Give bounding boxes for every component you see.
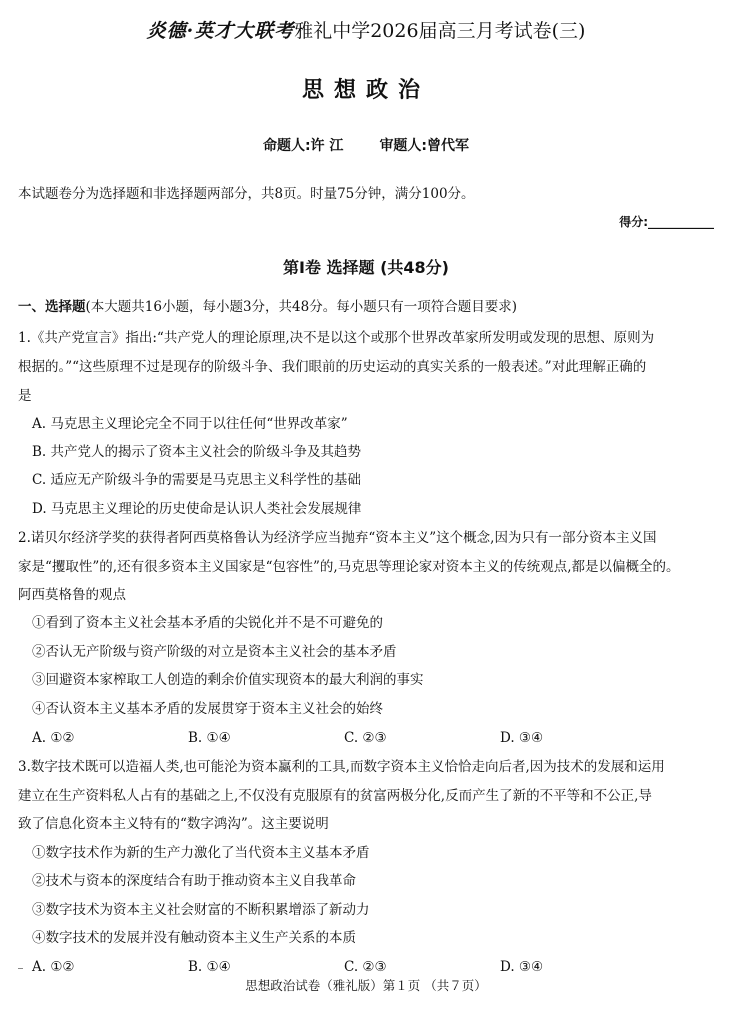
part-label: 一、选择题 [18,299,86,315]
q2-item: ④否认资本主义基本矛盾的发展贯穿于资本主义社会的始终 [32,701,383,717]
exam-header [0,18,732,44]
q1-stem-line: 是 [18,388,32,404]
q3-stem-line: 3.数字技术既可以造福人类,也可能沦为资本赢利的工具,而数字资本主义恰恰走向后者,因为技术的发展和运用 [18,759,665,775]
authors-line [0,136,732,156]
q1-option: D. 马克思主义理论的历史使命是认识人类社会发展规律 [32,501,362,517]
q2-answer-choice: C. ②③ [344,730,387,746]
exam-intro: 本试题卷分为选择题和非选择题两部分，共8页。时量75分钟，满分100分。 [18,186,475,202]
q3-answer-choice: C. ②③ [344,959,387,975]
q2-answer-choice: B. ①④ [188,730,231,746]
q3-stem-line: 建立在生产资料私人占有的基础之上,不仅没有克服原有的贫富两极分化,反而产生了新的不平等和不公正,导 [18,788,652,804]
q3-answer-choice: A. ①② [32,959,75,975]
q3-stem-line: 致了信息化资本主义特有的“数字鸿沟”。这主要说明 [18,816,329,832]
section-title: 第Ⅰ卷 选择题 (共48分) [283,258,449,277]
reviewer-name: 审题人:曾代军 [379,138,470,154]
q3-answer-choice: D. ③④ [500,959,544,975]
q3-item: ④数字技术的发展并没有触动资本主义生产关系的本质 [32,930,356,946]
q2-stem-line: 阿西莫格鲁的观点 [18,587,126,603]
q3-item: ③数字技术为资本主义社会财富的不断积累增添了新动力 [32,902,370,918]
q2-item: ②否认无产阶级与资产阶级的对立是资本主义社会的基本矛盾 [32,644,397,660]
margin-mark [18,968,23,969]
page-footer: 思想政治试卷（雅礼版）第１页 （共７页） [245,978,487,993]
q1-option: B. 共产党人的揭示了资本主义社会的阶级斗争及其趋势 [32,444,362,460]
q1-option: A. 马克思主义理论完全不同于以往任何“世界改革家” [32,416,348,432]
part-instructions: (本大题共16小题，每小题3分，共48分。每小题只有一项符合题目要求) [85,299,517,315]
score-field: 得分:___________ [619,215,714,229]
q2-item: ③回避资本家榨取工人创造的剩余价值实现资本的最大利润的事实 [32,672,424,688]
part-heading [18,296,517,318]
q3-item: ①数字技术作为新的生产力激化了当代资本主义基本矛盾 [32,845,370,861]
q1-stem-line: 根据的。”“这些原理不过是现存的阶级斗争、我们眼前的历史运动的真实关系的一般表述。”对此理解正确的 [18,359,647,375]
q1-option: C. 适应无产阶级斗争的需要是马克思主义科学性的基础 [32,472,361,488]
exam-title: 雅礼中学2026届高三月考试卷(三) [294,20,586,42]
setter-name: 命题人:许 江 [262,138,344,154]
q3-item: ②技术与资本的深度结合有助于推动资本主义自我革命 [32,873,356,889]
q2-answer-choice: A. ①② [32,730,75,746]
brand-logo-text: 炎德·英才大联考 [146,20,295,42]
q1-stem-line: 1.《共产党宣言》指出:“共产党人的理论原理,决不是以这个或那个世界改革家所发明或发现的思想、原则为 [18,330,655,346]
q2-stem-line: 2.诺贝尔经济学奖的获得者阿西莫格鲁认为经济学应当抛弃“资本主义”这个概念,因为只有一部分资本主义国 [18,530,657,546]
q2-item: ①看到了资本主义社会基本矛盾的尖锐化并不是不可避免的 [32,615,383,631]
subject-title: 思想政治 [301,78,430,103]
q2-answer-choice: D. ③④ [500,730,544,746]
q2-stem-line: 家是“攫取性”的,还有很多资本主义国家是“包容性”的,马克思等理论家对资本主义的传统观点,都是以偏概全的。 [18,559,680,575]
q3-answer-choice: B. ①④ [188,959,231,975]
